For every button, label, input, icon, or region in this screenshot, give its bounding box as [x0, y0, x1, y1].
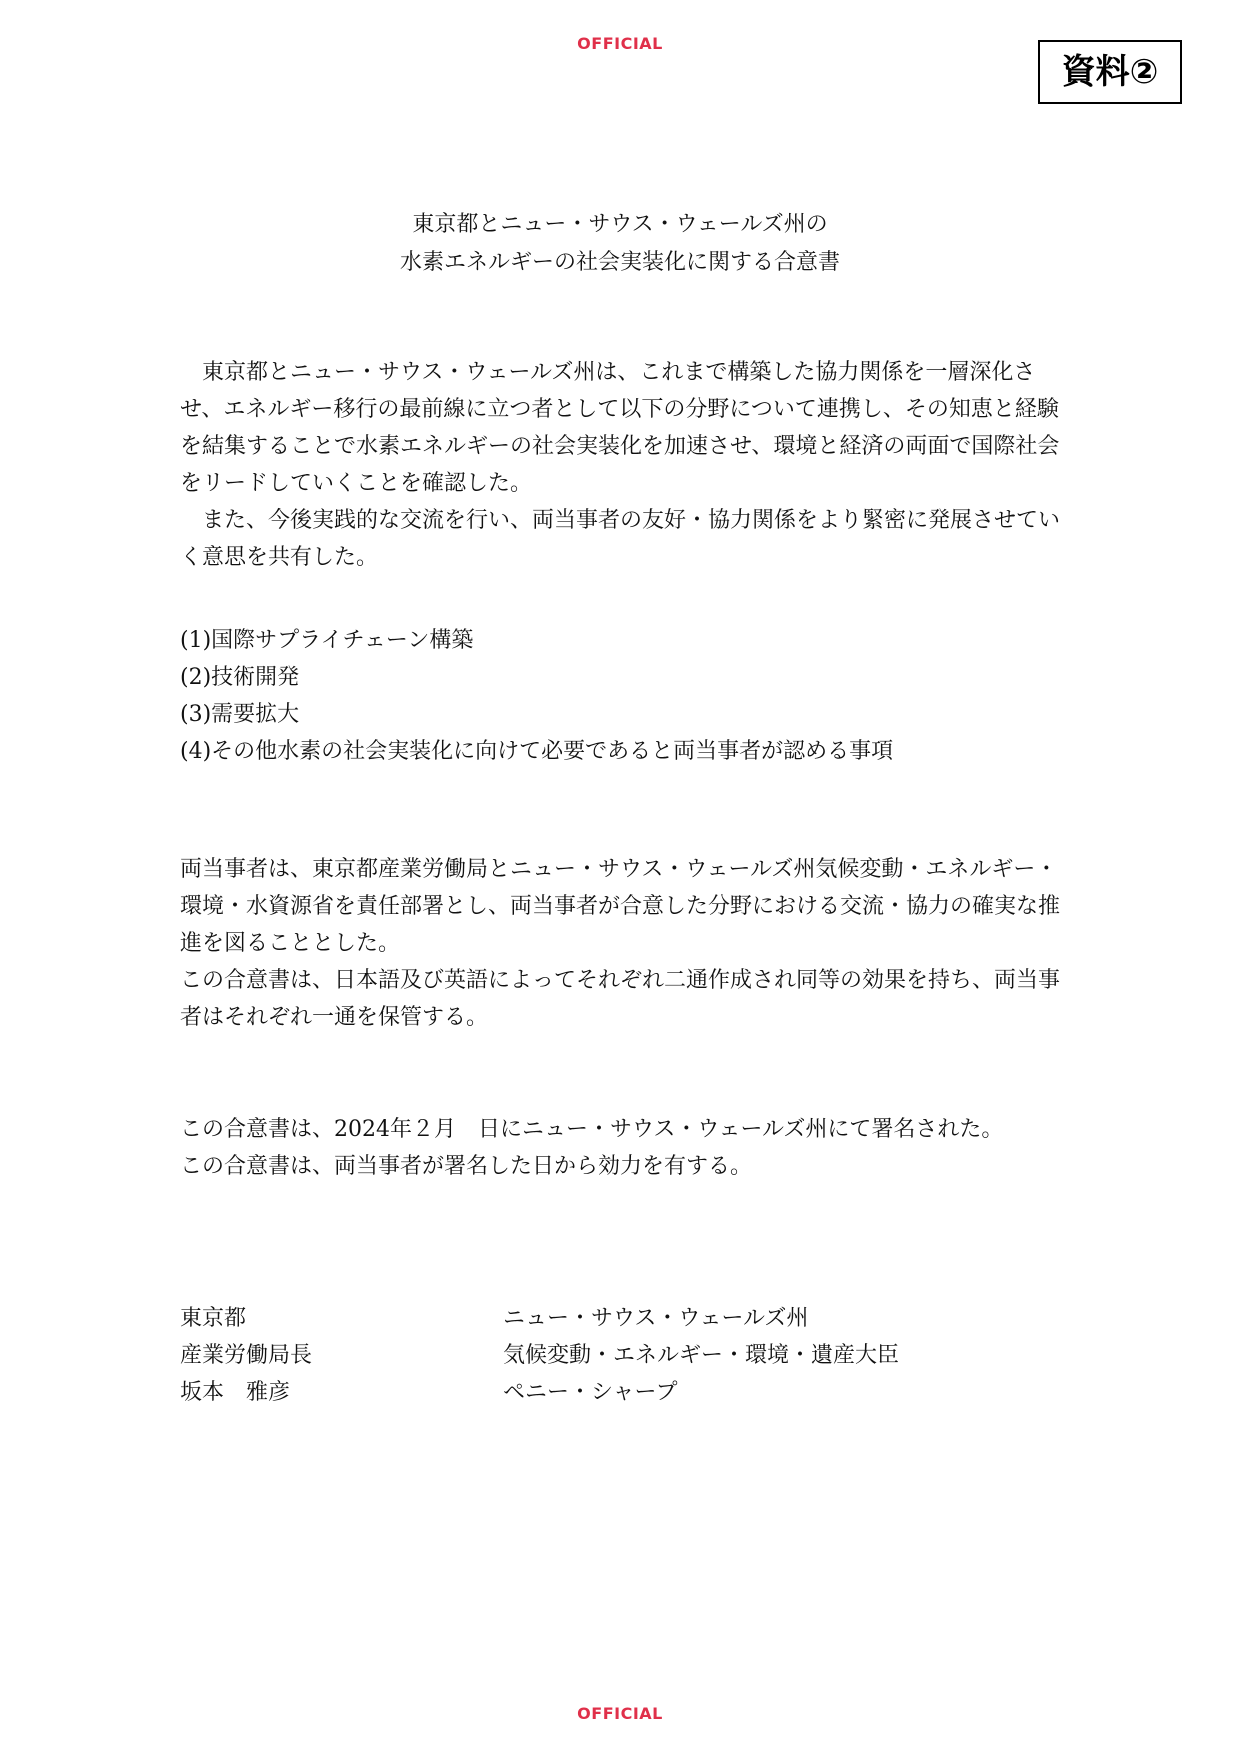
fields-list [180, 622, 1060, 770]
signatory-nsw [503, 1300, 899, 1411]
signatory-position: 気候変動・エネルギー・環境・遺産大臣 [503, 1343, 900, 1368]
signatory-name: 坂本 雅彦 [180, 1380, 291, 1405]
document-badge: 資料② [1038, 40, 1182, 104]
intro-paragraph-1: 東京都とニュー・サウス・ウェールズ州は、これまで構築した協力関係を一層深化させ、エネルギー移行の最前線に立つ者として以下の分野について連携し、その知恵と経験を結集することで水素エネルギーの社会実装化を加速させ、環境と経済の両面で国際社会をリードしていくことを確認した。 [180, 360, 1060, 496]
intro-section [180, 354, 1060, 576]
signing-section [180, 1111, 1060, 1185]
list-item: (2)技術開発 [180, 665, 300, 690]
signatory-name: ペニー・シャープ [503, 1380, 678, 1405]
signatory-tokyo [180, 1300, 312, 1411]
list-item: (1)国際サプライチェーン構築 [180, 628, 474, 653]
signatory-position: 産業労働局長 [180, 1343, 313, 1368]
intro-paragraph-2: また、今後実践的な交流を行い、両当事者の友好・協力関係をより緊密に発展させていく意思を共有した。 [180, 508, 1061, 570]
list-item: (3)需要拡大 [180, 702, 300, 727]
official-marking-top: OFFICIAL [577, 34, 663, 53]
signatory-organization: ニュー・サウス・ウェールズ州 [503, 1306, 809, 1331]
list-item: (4)その他水素の社会実装化に向けて必要であると両当事者が認める事項 [180, 739, 894, 764]
signing-paragraph-1: この合意書は、2024年２月 日にニュー・サウス・ウェールズ州にて署名された。 [180, 1117, 1004, 1142]
title-line-1: 東京都とニュー・サウス・ウェールズ州の [412, 212, 828, 237]
signing-paragraph-2: この合意書は、両当事者が署名した日から効力を有する。 [180, 1154, 753, 1179]
responsibility-section [180, 851, 1060, 1036]
title-line-2: 水素エネルギーの社会実装化に関する合意書 [399, 250, 840, 275]
document-title [0, 206, 1240, 282]
responsibility-paragraph-2: この合意書は、日本語及び英語によってそれぞれ二通作成され同等の効果を持ち、両当事者はそれぞれ一通を保管する。 [180, 968, 1061, 1030]
official-marking-bottom: OFFICIAL [577, 1704, 663, 1723]
responsibility-paragraph-1: 両当事者は、東京都産業労働局とニュー・サウス・ウェールズ州気候変動・エネルギー・環境・水資源省を責任部署とし、両当事者が合意した分野における交流・協力の確実な推進を図ることとした。 [180, 857, 1061, 956]
signatory-organization: 東京都 [180, 1306, 247, 1331]
